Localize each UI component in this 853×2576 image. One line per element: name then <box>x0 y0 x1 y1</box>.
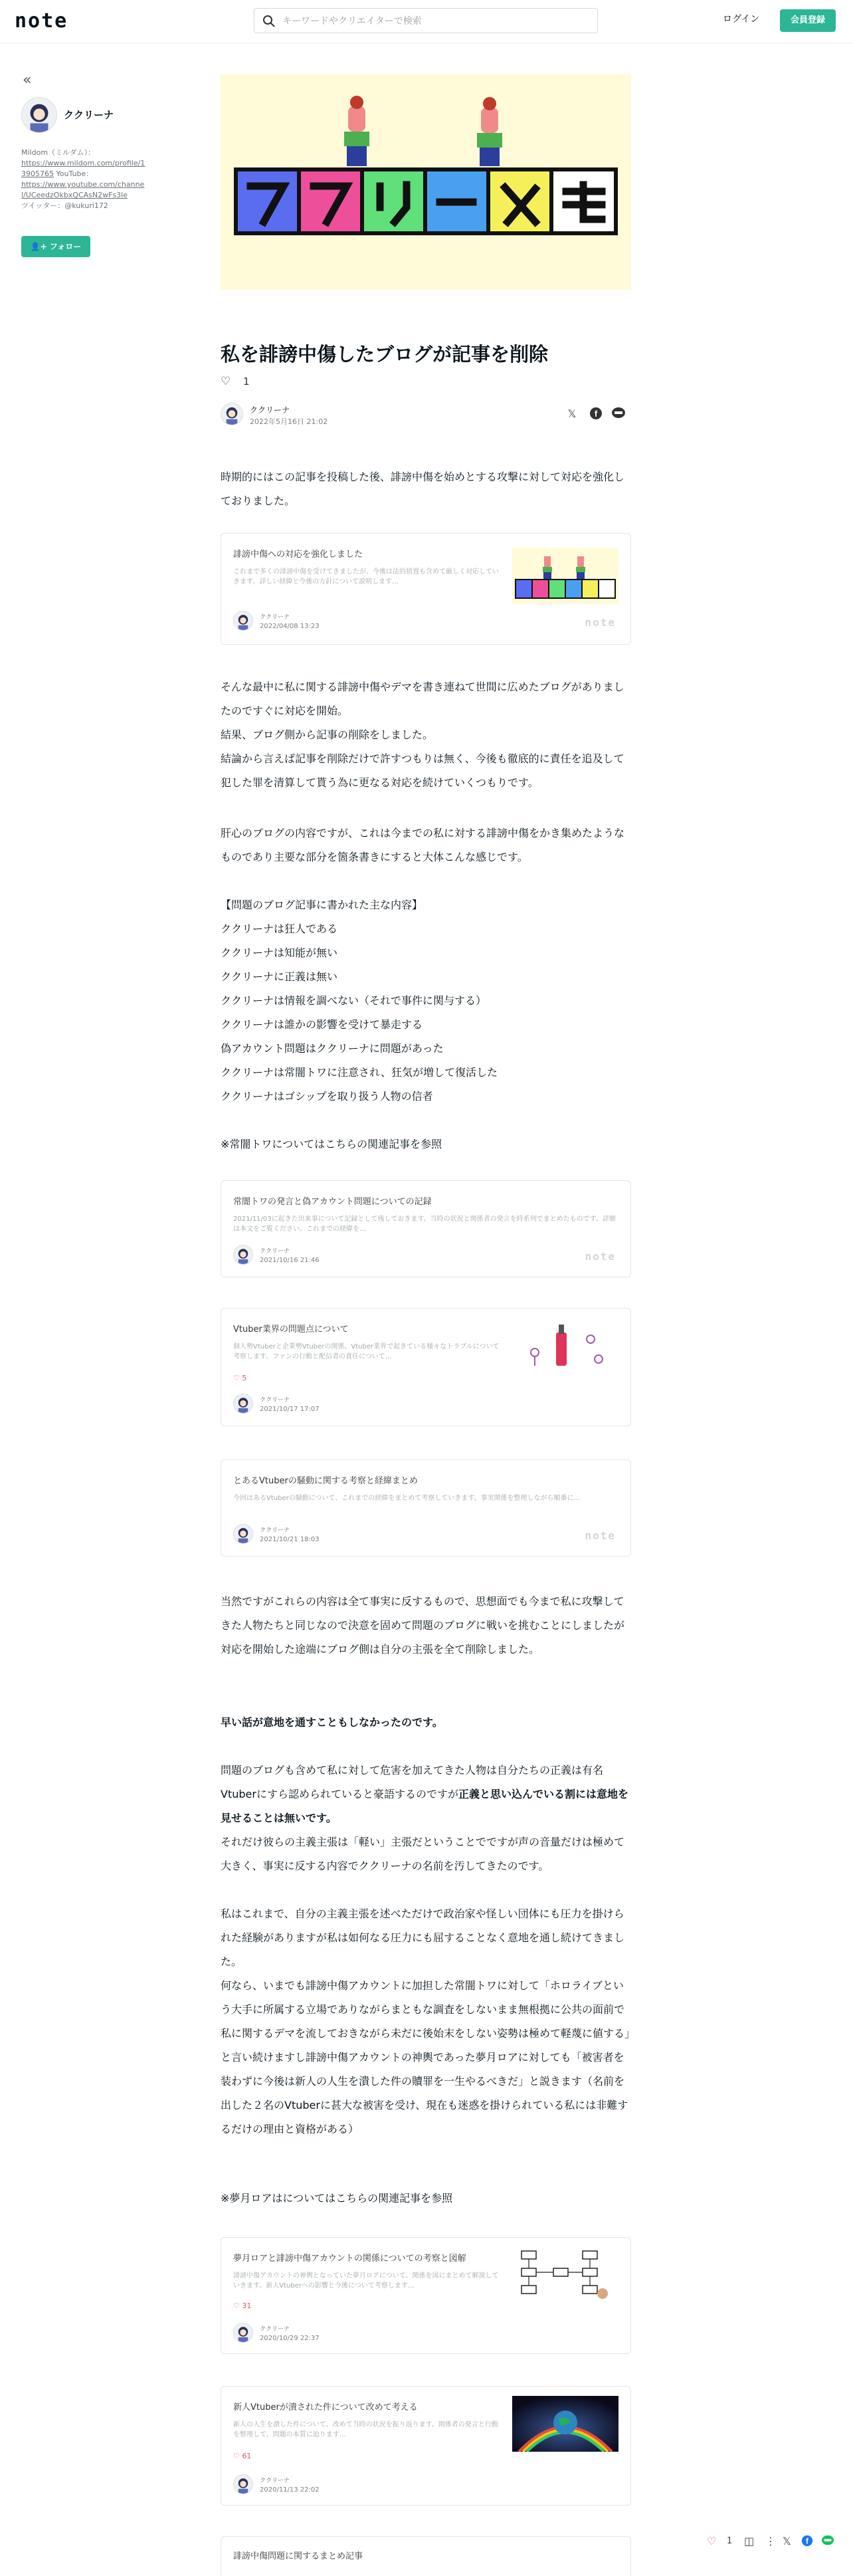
signup-button[interactable]: 会員登録 <box>780 9 836 32</box>
avatar-illustration-icon <box>22 98 56 132</box>
svg-text:f: f <box>594 409 598 419</box>
creator-name[interactable]: ククリーナ <box>64 109 114 121</box>
heart-icon: ♡ <box>233 1374 240 1382</box>
x-share-icon[interactable]: 𝕏 <box>783 2535 791 2547</box>
paragraph-bold-text: 正義と思い込んでいる割には意地を見せることは無いです。 <box>221 1788 628 1824</box>
card-thumbnail <box>512 1319 618 1375</box>
author-name[interactable]: ククリーナ <box>250 405 290 415</box>
earth-thumbnail-icon <box>512 2396 618 2452</box>
card-like-count: 61 <box>242 2452 252 2460</box>
card-date: 2022/04/08 13:23 <box>260 623 320 630</box>
float-like-count: 1 <box>727 2536 733 2546</box>
card-likes <box>233 1374 246 1382</box>
creator-avatar[interactable] <box>21 97 57 133</box>
author-avatar[interactable] <box>221 403 243 425</box>
card-description: 誹謗中傷アカウントの神輿となっていた夢月ロアについて、関係を図にまとめて解説していきます。新人Vtuberへの影響と今後について考察します… <box>233 2272 499 2290</box>
card-author-avatar <box>233 1524 253 1544</box>
heart-icon: ♡ <box>233 2302 240 2310</box>
card-title: とあるVtuberの騒動に関する考察と経緯まとめ <box>233 1476 418 1486</box>
card-likes <box>233 2302 251 2310</box>
embed-card[interactable] <box>221 1308 631 1426</box>
note-logo[interactable]: note <box>15 9 68 33</box>
bio-line-youtube: YouTube： <box>54 169 94 178</box>
publish-date: 2022年5月16日 21:02 <box>250 417 328 426</box>
search-input[interactable] <box>281 9 589 34</box>
collapse-sidebar-icon[interactable]: « <box>23 72 32 88</box>
card-author-avatar <box>233 611 253 631</box>
paragraph-text: それだけ彼らの主義主張は「軽い」主張だということでですが声の音量だけは極めて大きく、事実に反する内容でククリーナの名前を汚してきたのです。 <box>221 1836 625 1872</box>
article-paragraph: ※夢月ロアはについてはこちらの関連記事を参照 <box>221 2192 453 2204</box>
article-paragraph: そんな最中に私に関する誹謗中傷やデマを書き連ねて世間に広めたブログがありましたのですぐに対応を開始。 結果、ブログ側から記事の削除をしました。 結論から言えば記事を削除だけで許すつもりは無く、今後も徹底的に責任を追及して犯した罪を清算して貰う為に更なる対応を続けていくつもりです。 <box>221 681 624 789</box>
card-description: これまで多くの誹謗中傷を受けてきましたが、今後は法的措置も含めて厳しく対応していきます。詳しい経緯と今後の方針について説明します… <box>233 568 499 586</box>
embed-card[interactable] <box>221 2536 631 2576</box>
header <box>0 0 853 43</box>
card-date: 2021/10/17 17:07 <box>260 1406 320 1413</box>
embed-card[interactable] <box>221 2237 631 2354</box>
card-date: 2020/10/29 22:37 <box>260 2335 320 2342</box>
card-title: 常闇トワの発言と偽アカウント問題についての記録 <box>233 1197 432 1207</box>
heart-icon[interactable]: ♡ <box>707 2535 717 2547</box>
card-likes <box>233 2452 251 2460</box>
card-author-name: ククリーナ <box>260 2478 290 2484</box>
card-date: 2021/10/16 21:46 <box>260 1257 320 1264</box>
card-title: 誹謗中傷問題に関するまとめ記事 <box>233 2551 363 2561</box>
embed-card[interactable] <box>221 2386 631 2506</box>
bio-link-mildom[interactable]: https://www.mildom.com/profile/13905765 <box>21 159 145 178</box>
share-icon[interactable]: ⋮ <box>765 2535 776 2547</box>
avatar-illustration-icon <box>221 403 242 425</box>
creator-bio <box>21 148 147 211</box>
card-author-name: ククリーナ <box>260 1527 290 1534</box>
card-author-name: ククリーナ <box>260 1397 290 1404</box>
line-share-icon[interactable] <box>611 407 626 421</box>
search-icon <box>262 15 276 28</box>
card-author-name: ククリーナ <box>260 614 290 621</box>
follow-button[interactable] <box>21 236 90 257</box>
heart-icon: ♡ <box>233 2452 240 2460</box>
author-row <box>221 403 631 429</box>
login-link[interactable]: ログイン <box>723 14 760 25</box>
kukurina-memo-thumbnail-icon <box>512 548 618 604</box>
card-author-name: ククリーナ <box>260 2326 290 2333</box>
svg-text:f: f <box>806 2537 808 2546</box>
note-watermark-logo: note <box>585 1250 616 1263</box>
embed-card[interactable] <box>221 533 631 645</box>
line-share-icon[interactable] <box>821 2535 834 2549</box>
user-plus-icon: 👤+ <box>30 242 47 251</box>
card-description: 個人勢Vtuberと企業勢Vtuberの関係、Vtuber業界で起きている様々なトラブルについて考察します。ファンの行動と配信者の責任について… <box>233 1343 500 1360</box>
article-paragraph: 当然ですがこれらの内容は全て事実に反するもので、思想面でも今まで私に攻撃してきた人物たちと同じなので決意を固めて問題のブログに戦いを挑むことにしましたが対応を開始した途端にブログ側は自分の主張を全て削除しました。 <box>221 1595 625 1656</box>
article-paragraph: 私はこれまで、自分の主義主張を述べただけで政治家や怪しい団体にも圧力を掛けられた経験がありますが私は如何なる圧力にも屈することなく意地を通し続けてきました。 何なら、いまでも誹謗中傷アカウントに加担した常闇トワに対して「ホロライブという大手に所属する立場でありながらまともな調査をしないまま無根拠に公共の面前で私に関するデマを流しておきながら未だに後始末をしない姿勢は極めて軽蔑に値する」と言い続けますし誹謗中傷アカウントの神輿であった夢月ロアに対しても「被害者を装わずに今後は新人の人生を潰した件の贖罪を一生やるべきだ」と説きます（名前を出した２名のVtuberに甚大な被害を受け、現在も迷惑を掛けられている私には非難するだけの理由と資格がある） <box>221 1907 630 2135</box>
card-title: 新人Vtuberが潰された件について改めて考える <box>233 2403 418 2413</box>
flow-diagram-thumbnail-icon <box>512 2246 618 2302</box>
card-author-avatar <box>233 1245 253 1265</box>
bio-link-youtube[interactable]: https://www.youtube.com/channel/UCeedzOkbxQCAsN2wFs3le <box>21 180 145 199</box>
article-list-paragraph: 【問題のブログ記事に書かれた主な内容】 ククリーナは狂人である ククリーナは知能が無い ククリーナに正義は無い ククリーナは情報を調べない（それで事件に関与する） ククリーナは誰かの影響を受けて暴走する 偽アカウント問題はククリーナに問題があった ククリーナは常闇トワに注意され、狂気が増して復活した ククリーナはゴシップを取り扱う人物の信者 <box>221 899 498 1103</box>
card-thumbnail <box>512 548 618 604</box>
floating-action-bar <box>691 2529 853 2556</box>
card-title: 誹謗中傷への対応を強化しました <box>233 550 363 560</box>
follow-label: フォロー <box>49 242 82 251</box>
card-date: 2020/11/13 22:02 <box>260 2486 320 2494</box>
card-author-avatar <box>233 2323 253 2343</box>
article-paragraph: 肝心のブログの内容ですが、これは今までの私に対する誹謗中傷をかき集めたようなものであり主要な部分を箇条書きにすると大体こんな感じです。 <box>221 827 625 863</box>
like-count: 1 <box>243 376 250 387</box>
article-paragraph: 時期的にはこの記事を投稿した後、誹謗中傷を始めとする攻撃に対して対応を強化しておりました。 <box>221 471 625 507</box>
card-description: 新人の人生を潰した件について、改めて当時の状況を振り返ります。関係者の発言と行動を整理して、問題の本質に迫ります… <box>233 2421 498 2438</box>
article-paragraph: ※常闇トワについてはこちらの関連記事を参照 <box>221 1138 442 1150</box>
card-thumbnail <box>512 2246 618 2302</box>
note-watermark-logo: note <box>585 1529 616 1542</box>
article-paragraph <box>221 1759 631 1878</box>
bio-line-mildom: Mildom（ミルダム）： <box>21 148 96 157</box>
card-author-avatar <box>233 2474 253 2494</box>
heart-icon[interactable]: ♡ <box>221 375 231 388</box>
card-author-name: ククリーナ <box>260 1248 290 1255</box>
article-emphasis-paragraph: 早い話が意地を通すこともしなかったのです。 <box>221 1716 443 1729</box>
x-share-icon[interactable]: 𝕏 <box>567 407 577 420</box>
search-box[interactable] <box>254 8 598 33</box>
card-like-count: 5 <box>242 1374 247 1382</box>
card-description: 2021/11/03に起きた出来事について記録として残しておきます。当時の状況と関係者の発言を時系列でまとめたものです。詳細は本文をご覧ください。これまでの経緯を… <box>233 1216 616 1233</box>
article-eyecatch-image <box>221 74 631 290</box>
card-author-avatar <box>233 1394 253 1414</box>
kukurina-memo-banner-icon <box>221 74 631 290</box>
article-title: 私を誹謗中傷したブログが記事を削除 <box>221 343 549 366</box>
figures-thumbnail-icon <box>512 1319 618 1375</box>
magazine-add-icon[interactable]: ◫ <box>744 2535 755 2547</box>
bio-line-twitter: ツイッター：@kukuri172 <box>21 201 108 210</box>
card-like-count: 31 <box>242 2302 252 2310</box>
note-watermark-logo: note <box>585 616 616 629</box>
card-thumbnail <box>512 2396 618 2452</box>
card-title: 夢月ロアと誹謗中傷アカウントの関係についての考察と図解 <box>233 2254 466 2264</box>
embed-card[interactable] <box>221 1180 631 1277</box>
card-title: Vtuber業界の問題点について <box>233 1325 349 1335</box>
facebook-share-icon[interactable] <box>801 2535 813 2549</box>
paragraph-text: 問題のブログも含めて私に対して危害を加えてきた人物は自分たちの正義は有名Vtuberにすら認められていると豪語するのですが <box>221 1764 604 1800</box>
embed-card[interactable] <box>221 1459 631 1556</box>
facebook-share-icon[interactable] <box>589 407 603 421</box>
like-area[interactable] <box>221 375 250 388</box>
card-description: 今回はあるVtuberの騒動について、これまでの経緯をまとめて考察していきます。事実関係を整理しながら順番に… <box>233 1495 581 1502</box>
card-date: 2021/10/21 18:03 <box>260 1536 320 1543</box>
